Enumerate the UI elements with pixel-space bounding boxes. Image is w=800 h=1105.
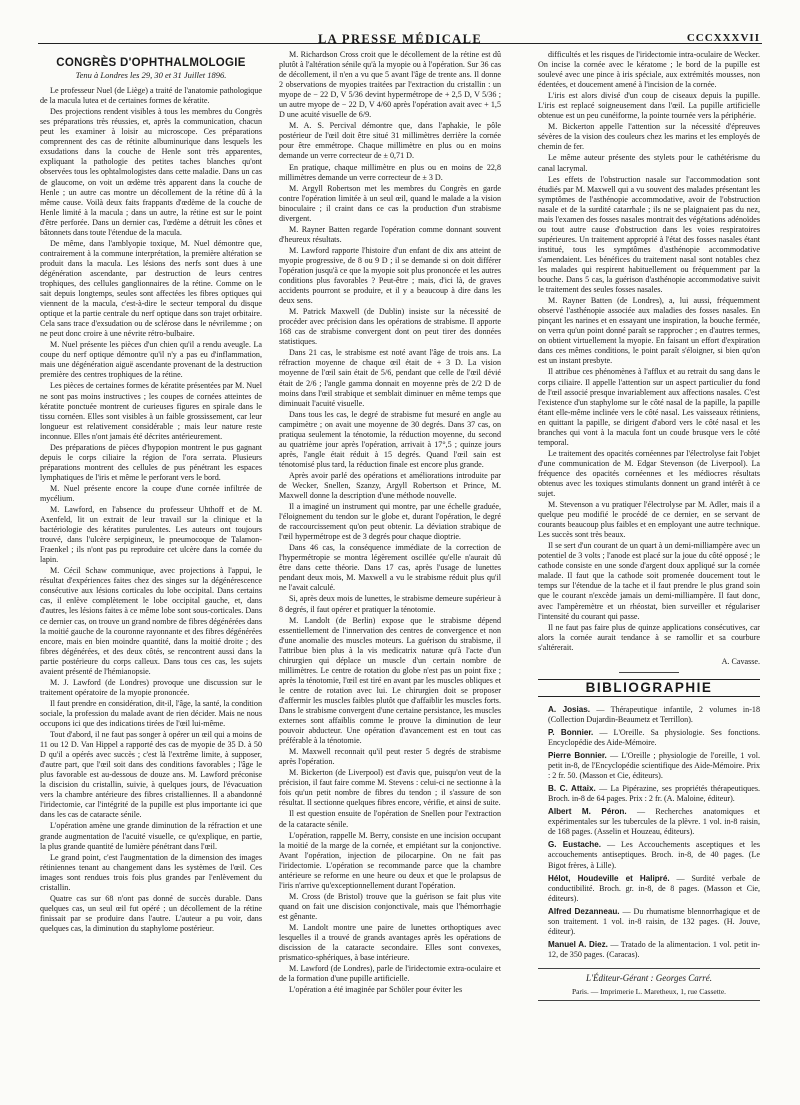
page-number: CCCXXXVII — [686, 32, 760, 44]
bibliography-list — [538, 705, 760, 960]
editor-manager: L'Éditeur-Gérant : Georges Carré. — [538, 968, 760, 983]
paragraph: Après avoir parlé des opérations et améliorations introduite par de Wecker, Snellen, Szanzy, Argyll Robertson et Prince, M. Maxwell donne la description d'une méthode nouvelle. — [279, 470, 501, 501]
entry-author: Alfred Dezanneau. — [548, 906, 620, 916]
paragraph: Quatre cas sur 68 n'ont pas donné de succès durable. Dans quelques cas, un seul œil fut opéré ; un décollement de la rétine finissait par se produire dans l'autre. L'auteur a pu voir, dans quelques cas, la diminution du staphylome postérieur. — [40, 893, 262, 933]
entry-text: — La Pipérazine, ses propriétés thérapeutiques. Broch. in-8 de 64 pages. Prix : 2 fr. (A. Maloine, éditeur). — [548, 784, 760, 804]
paragraph: M. Landolt (de Berlin) expose que le strabisme dépend essentiellement de l'innervation des centres de convergence et non d'une anomalie des muscles moteurs. La guérison du strabisme, il l'attribue bien plus à la vis medicatrix naturæ qu'à l'acte d'un chirurgien qui déplace un muscle d'un certain nombre de millimètres. Le centre de rotation du globe n'est pas un point fixe ; après la ténotomie, l'œil est tiré en avant par les muscles obliques et le centre de rotation avec lui. Le chirurgien doit se proposer d'affermir les muscles faibles plutôt que d'affaiblir les muscles forts. Dans le strabisme convergent d'une certaine persistance, les muscles externes sont affaiblis comme le prouve la diminution de leur pouvoir abducteur. Une opération d'avancement est en tout cas préférable à la ténotomie. — [279, 615, 501, 746]
paragraph: M. Maxwell reconnait qu'il peut rester 5 degrés de strabisme après l'opération. — [279, 747, 501, 767]
paragraph: Des préparations de pièces d'hypopion montrent le pus gagnant depuis le corps ciliaire la région de l'ora serrata. Plusieurs préparations montrent des cellules de pus pénétrant les espaces lymphatiques de l'iris et même le perforant vers le bord. — [40, 442, 262, 482]
entry-author: B. C. Attaix. — [548, 784, 596, 794]
entry-author: A. Josias. — [548, 704, 591, 714]
header-rule — [38, 43, 762, 44]
paragraph: M. Lawford, en l'absence du professeur Uhthoff et de M. Axenfeld, lit un extrait de leur travail sur la clinique et la bactériologie des kératites purulentes. Les auteurs ont toujours trouvé, dans l'ulcère serpigineux, le pneumocoque de Talamon-Fraenkel ; ils n'ont pas pu reproduire cet ulcère dans la cornée du lapin. — [40, 505, 262, 565]
paragraph: Il se sert d'un courant de un quart à un demi-milliampère avec un potentiel de 3 volts ; l'anode est placé sur la joue du côté opposé ; le cathode consiste en une sonde d'argent doux appliqué sur la cornée malade. Il faut que la cathode soit promenée doucement tout le temps sur l'étendue de la tache et il faut prendre le plus grand soin que le courant n'excède jamais un demi-milliampère. Il faut donc, avec l'ampèremètre et un rhéostat, bien surveiller et régulariser l'intensité du courant qui passe. — [538, 541, 760, 621]
paragraph: M. Landolt montre une paire de lunettes orthoptiques avec lesquelles il a trouvé de grands avantages après les opérations de discission de la cataracte secondaire. Elles sont convexes, prismatico-sphériques, à base intérieure. — [279, 922, 501, 963]
paragraph: M. Cécil Schaw communique, avec projections à l'appui, le résultat d'expériences faites chez des singes sur la dégénérescence consécutive aux lésions corticales du lobe occipital. Dans certains cas, il enlève complètement le lobe occipital gauche, et, dans d'autres, les lésions faites à ce même lobe sont sous-corticales. Dans ce dernier cas, on trouve un grand nombre de fibres dégénérées dans la moitié gauche de la couronne rayonnante et des fibres dégénérées encore, mais en bien moindre quantité, dans la moitié droite ; des fibres dégénérées, et des deux côtés, se rencontrent aussi dans la partie postérieure du corps calleux. Dans tous ces cas, les sujets avaient présenté de l'hémianopsie. — [40, 566, 262, 676]
paragraph: M. Cross (de Bristol) trouve que la guérison se fait plus vite quand on fait une discision conjonctivale, mais que l'hémorrhagie est gênante. — [279, 891, 501, 921]
bibliography-entry — [538, 874, 760, 904]
bibliography-entry — [538, 728, 760, 748]
paragraph: M. Stevenson a vu pratiquer l'électrolyse par M. Adler, mais il a quelque peu modifié le procédé de ce dernier, en se servant de courants beaucoup plus faibles et en employant une autre technique. Les succès sont très beaux. — [538, 500, 760, 540]
entry-text: — Tratado de la alimentacion. 1 vol. petit in-12, de 350 pages. (Caracas). — [548, 939, 760, 959]
paragraph: M. Richardson Cross croit que le décollement de la rétine est dû plutôt à l'altération sénile qu'à la myopie ou à l'opération. Sur 36 cas de décollement, il n'en a vu que 5 avant l'âge de trente ans. Il donne 2 observations de myopies traitées par l'extraction du cristallin : un myope de − 22 D, V 5/36 devint hypermétrope de + 2,5 D, V 5/36 ; un autre myope de − 22 D, V 4/60 après l'opération avait avec + 1,5 D une acuité visuelle de 6/9. — [279, 50, 501, 120]
bibliography-entry — [538, 705, 760, 725]
entry-text: — Du rhumatisme blennorrhagique et de son traitement. 1 vol. in-8 raisin, de 132 pages. (H. Jouve, éditeur). — [548, 906, 760, 936]
column-1-body — [40, 86, 262, 934]
bibliography-entry — [538, 840, 760, 870]
paragraph: Le même auteur présente des stylets pour le cathétérisme du canal lacrymal. — [538, 153, 760, 173]
paragraph: Tout d'abord, il ne faut pas songer à opérer un œil qui a moins de 11 ou 12 D. Van Hippel a rapporté des cas de myopie de 35 D. à 50 D qu'il a opérés avec succès ; c'est là l'extrême limite, à supposer, d'autre part, que l'œil soit dans des conditions favorables ; l'âge le plus favorable est au-dessous de douze ans. M. Lawford préconise la discision du cristallin, suivie, à quelques jours, de l'évacuation vers la chambre antérieure des fibres cristalliennes. Il a abandonné l'iridectomie, car l'intégrité de la pupille est plus importante ici que dans les cas de cataracte sénile. — [40, 730, 262, 820]
bibliography-entry — [538, 807, 760, 837]
paragraph: difficultés et les risques de l'iridectomie intra-oculaire de Wecker. On incise la cornée avec le kératome ; le bord de la pupille est soulevé avec une pince à iris spéciale, aux extrémités mousses, non édentées, et doucement amené à l'incision de la cornée. — [538, 50, 760, 90]
column-2 — [279, 50, 501, 1070]
paragraph: En pratique, chaque millimètre en plus ou en moins de 22,8 millimètres demande un verre correcteur de ± 3 D. — [279, 162, 501, 182]
paragraph: M. Bickerton appelle l'attention sur la nécessité d'épreuves sévères de la vision des couleurs chez les marins et les employés de chemin de fer. — [538, 122, 760, 152]
entry-author: Pierre Bonnier. — [548, 751, 607, 761]
paragraph: M. Patrick Maxwell (de Dublin) insiste sur la nécessité de procéder avec précision dans les opérations de strabisme. Il apporte 168 cas de strabisme convergent dont on peut tirer des données statistiques. — [279, 307, 501, 347]
column-3-body — [538, 50, 760, 653]
paragraph: Le traitement des opacités cornéennes par l'électrolyse fait l'objet d'une communication de M. Edgar Stevenson (de Liverpool). La fréquence des opacités cornéennes et les médiocres résultats obtenus avec les toxiques stimulants donnent un grand intérêt à ce sujet. — [538, 448, 760, 499]
entry-text: — Thérapeutique infantile, 2 volumes in-18 (Collection Dujardin-Beaumetz et Terrillon). — [548, 704, 760, 724]
paragraph: Dans 21 cas, le strabisme est noté avant l'âge de trois ans. La réfraction moyenne de chaque œil était de + 3 D. La vision moyenne de l'œil sain était de 5/6, pendant que celle de l'œil dévié était de 2/6 ; l'angle gamma donnait en moyenne près de 2/2 D de moins dans l'œil strabique et semblait diminuer en même temps que diminuait l'acuité visuelle. — [279, 348, 501, 408]
paragraph: Des projections rendent visibles à tous les membres du Congrès ses préparations très réussies, et, après la communication, chacun peut les examiner à loisir au microscope. Ces préparations comprennent des cas de rétinite albuminurique dans lesquels les exsudations dans la couche de Henle sont très apparentes, expliquant la pathologie des petites taches blanches qu'ont observées tous les ophtalmologistes dans cette maladie. Dans un cas de glaucome, on voit un œdème très apparent dans la couche de Henle ; un autre cas montre un décollement de la rétine dû à la même cause. Voilà deux faits frappants d'œdème de la couche de Henle limité à la macula ; dans un autre, la rétine est sur le point d'être perforée. Dans un dernier cas, l'œdème a détruit les cônes et bâtonnets dans toute l'étendue de la macula. — [40, 107, 262, 237]
paragraph: M. J. Lawford (de Londres) provoque une discussion sur le traitement opératoire de la myopie prononcée. — [40, 677, 262, 697]
paragraph: M. Nuel présente les pièces d'un chien qu'il a rendu aveugle. La coupe du nerf optique démontre qu'il n'y a pas eu d'inflammation, mais une dégénération aiguë ascendante provenant de la destruction première des centres trophiques de la rétine. — [40, 340, 262, 380]
paragraph: Il attribue ces phénomènes à l'afflux et au retrait du sang dans le corps ciliaire. Il appelle l'attention sur un aspect particulier du fond de l'œil associé presque invariablement aux affections nasales. C'est l'existence d'un staphylome sur le côté nasal de la papille, la papille étant elle-même inclinée vers le côté nasal. Les vaisseaux rétiniens, en quittant la papille, se dirigent d'abord vers le côté nasal et les branches qui vont à la macula font un coude brusque vers le côté temporal. — [538, 367, 760, 447]
article-signature: A. Cavasse. — [721, 656, 760, 666]
column-3 — [538, 50, 760, 1070]
separator — [619, 672, 679, 673]
entry-author: Albert M. Péron. — [548, 807, 627, 817]
paragraph: M. Argyll Robertson met les membres du Congrès en garde contre l'opération limitée à un seul œil, quand le malade a la vision binoculaire ; il craint dans ce cas la production d'un strabisme divergent. — [279, 183, 501, 223]
paragraph: L'opération, rappelle M. Berry, consiste en une incision occupant la moitié de la marge de la cornée, et empiétant sur la conjonctive. Avant l'opération, injection de pilocarpine. On ne fait pas l'iridectomie. L'opération se recommande parce que la chambre antérieure se reforme en une heure ou deux et que le prolapsus de l'iris n'arrive qu'exceptionnellement durant l'opération. — [279, 830, 501, 890]
paragraph: Si, après deux mois de lunettes, le strabisme demeure supérieur à 8 degrés, il faut opérer et pratiquer la ténotomie. — [279, 594, 501, 614]
entry-text: — Surdité verbale de conductibilité. Broch. gr. in-8, de 8 pages. (Masson et Cie, éditeurs). — [548, 873, 760, 903]
printer-line: Paris. — Imprimerie L. Maretheux, 1, rue Cassette. — [538, 987, 760, 1001]
bibliography-entry — [538, 751, 760, 781]
column-2-body — [279, 50, 501, 995]
column-1 — [40, 50, 262, 1070]
bibliography-entry — [538, 907, 760, 937]
paragraph: M. Nuel présente encore la coupe d'une cornée infiltrée de mycélium. — [40, 483, 262, 503]
entry-author: G. Eustache. — [548, 840, 601, 850]
article-title: CONGRÈS D'OPHTHALMOLOGIE — [56, 57, 246, 69]
paragraph: M. Rayner Batten (de Londres), a, lui aussi, fréquemment observé l'asthénopie associée aux maladies des fosses nasales. En pinçant les narines et en essayant une inspiration, la bouche fermée, on verra qu'un point donné paraît se rapprocher ; en d'autres termes, on obtient virtuellement la myopie. En faisant un effort d'expiration dans ces mêmes conditions, le point paraît s'éloigner, si bien qu'on est un instant presbyte. — [538, 296, 760, 366]
entry-text: — L'Oreille. Sa physiologie. Ses fonctions. Encyclopédie des Aide-Mémoire. — [548, 727, 760, 747]
paragraph: Il est question ensuite de l'opération de Snellen pour l'extraction de la cataracte sénile. — [279, 809, 501, 829]
journal-title: LA PRESSE MÉDICALE — [317, 32, 483, 46]
paragraph: M. Lawford (de Londres), parle de l'iridectomie extra-oculaire et de la formation d'une pupille artificielle. — [279, 964, 501, 984]
entry-text: — Recherches anatomiques et expérimentales sur les tubercules de la plèvre. 1 vol. in-8 raisin, de 168 pages. (Asselin et Houzeau, éditeurs). — [548, 807, 760, 837]
paragraph: M. Rayner Batten regarde l'opération comme donnant souvent d'heureux résultats. — [279, 224, 501, 244]
paragraph: M. Bickerton (de Liverpool) est d'avis que, puisqu'on veut de la précision, il faut faire comme M. Stevens : celui-ci ne sectionne à la fois qu'un petit nombre de fibres du tendon ; il s'assure de son résultat. Il sectionne quelques fibres encore, vérifie, et ainsi de suite. — [279, 768, 501, 808]
entry-author: Manuel A. Diez. — [548, 939, 608, 949]
paragraph: Les pièces de certaines formes de kératite présentées par M. Nuel ne sont pas moins instructives ; les coupes de cornées atteintes de kératite ponctuée montrent de curieuses figures en spirale dans le tissu cornéen. Elles sont visibles à un faible grossissement, car leur longueur est relativement considérable ; mais leur nature reste inconnue. Elles n'ont jamais été décrites antérieurement. — [40, 381, 262, 441]
paragraph: De même, dans l'amblyopie toxique, M. Nuel démontre que, contrairement à la commune interprétation, la première altération se produit dans la macula. Les lésions des nerfs sont dues à une dégénération ascendante, par destruction de leurs centres trophiques, des cellules ganglionnaires de la rétine. Comme on le sait depuis longtemps, seules sont affectées les fibres optiques qui viennent de la macula, c'est-à-dire le secteur temporal du disque optique et la partie centrale du nerf optique dans son trajet orbitaire. Cela sans trace d'exsudation ou de sclérose dans le névrilemme ; on ne peut donc croire à une névrite rétro-bulbaire. — [40, 238, 262, 339]
paragraph: Il a imaginé un instrument qui montre, par une échelle graduée, l'éloignement du tendon sur le globe et, durant l'opération, le degré de raccourcissement qu'on peut obtenir. La déviation strabique de l'œil hypermétrope est de 3 degrés pour chaque dioptrie. — [279, 502, 501, 542]
paragraph: Dans 46 cas, la conséquence immédiate de la correction de l'hypermétropie se montra légèrement oscillée qu'elle n'aurait dû être dans cette théorie. Dans 17 cas, après l'usage de lunettes pendant deux mois, M. Maxwell a vu le strabisme réduit plus qu'il ne l'avait calculé. — [279, 543, 501, 593]
entry-text: — L'Oreille ; physiologie de l'oreille, 1 vol. petit in-8, de l'Encyclopédie scientifique des Aide-Mémoire. Prix : 2 fr. 50. (Masson et Cie, éditeurs). — [548, 751, 760, 781]
paragraph: M. A. S. Percival démontre que, dans l'aphakie, le pôle postérieur de l'œil doit être situé 31 millimètres derrière la cornée pour être emmétrope. Chaque millimètre en plus ou en moins demande un verre correcteur de ± 0,71 D. — [279, 121, 501, 161]
bibliography-entry — [538, 784, 760, 804]
article-subtitle: Tenu à Londres les 29, 30 et 31 Juillet 1896. — [75, 70, 227, 81]
paragraph: Le grand point, c'est l'augmentation de la dimension des images rétiniennes tenant au changement dans les systèmes de l'œil. Ces images sont rendues trois fois plus grandes par l'enlèvement du cristallin. — [40, 852, 262, 892]
paragraph: L'opération a été imaginée par Schöler pour éviter les — [289, 985, 463, 995]
paragraph: Le professeur Nuel (de Liège) a traité de l'anatomie pathologique de la macula lutea et de certaines formes de kératite. — [40, 86, 262, 106]
paragraph: Les effets de l'obstruction nasale sur l'accommodation sont étudiés par M. Maxwell qui a vu souvent des malades présentant les symptômes de l'asthénopie accommodative, avoir de l'obstruction nasale et de la surdité catarrhale ; ils ne se plaignaient pas du nez, mais l'examen des fosses nasales montrait des végétations adénoïdes ou tout autre cause d'obstruction dans les voies respiratoires supérieures. Un traitement approprié à l'état des fosses nasales étant institué, tous les symptômes d'asthénopie accommodative s'amendaient. Les bénéfices du traitement nasal sont notables chez les malades qui respirent habituellement ou fréquemment par la bouche. Dans 5 cas, la guérison d'asthénopie accommodative suivit le traitement des seules fosses nasales. — [538, 174, 760, 295]
paragraph: L'iris est alors divisé d'un coup de ciseaux depuis la pupille. L'iris est replacé soigneusement dans l'œil. La pupille artificielle obtenue est un peu cunéiforme, la pointe tournée vers la périphérie. — [538, 91, 760, 121]
paragraph: L'opération amène une grande diminution de la réfraction et une grande augmentation de l'acuité visuelle, ce qu'explique, en partie, la plus grande quantité de lumière pénétrant dans l'œil. — [40, 821, 262, 851]
page-header — [0, 22, 800, 46]
bibliography-title: BIBLIOGRAPHIE — [538, 679, 760, 697]
entry-text: — Les Accouchements asceptiques et les accouchements antiseptiques. Broch. in-8, de 40 pages. (Le Bigot frères, à Lille). — [548, 840, 760, 870]
bibliography-entry — [538, 940, 760, 960]
paragraph: Dans tous les cas, le degré de strabisme fut mesuré en angle au campimètre ; on avait une moyenne de 30 degrés. Dans 37 cas, on pratiqua seulement la ténotomie, la réduction moyenne, du second au quatrième jour après l'opération, arrivait à 17°,5 ; quinze jours après, l'angle était réduit à 15 degrés. Quand l'œil sain est ténotomisé plus tard, la réduction finale est encore plus grande. — [279, 409, 501, 469]
paragraph: M. Lawford rapporte l'histoire d'un enfant de dix ans atteint de myopie progressive, de 8 ou 9 D ; il se demande si on doit différer l'opération jusqu'à ce que la myopie soit plus prononcée et les autres conditions plus favorables ? Peut-être ; mais, d'ici là, de graves accidents pourront se produire, et il y a beaucoup à dire dans les deux sens. — [279, 245, 501, 306]
paragraph: Il ne faut pas faire plus de quinze applications consécutives, car alors la cornée aurait tendance à se ramollir et sa courbure s'altérerait. — [538, 622, 760, 652]
entry-author: P. Bonnier. — [548, 727, 594, 737]
paragraph: Il faut prendre en considération, dit-il, l'âge, la santé, la condition sociale, la profession du malade avant de rien décider. Mais ne nous occupons ici que des indications tirées de l'œil lui-même. — [40, 698, 262, 728]
entry-author: Hélot, Houdeville et Halipré. — [548, 873, 670, 883]
